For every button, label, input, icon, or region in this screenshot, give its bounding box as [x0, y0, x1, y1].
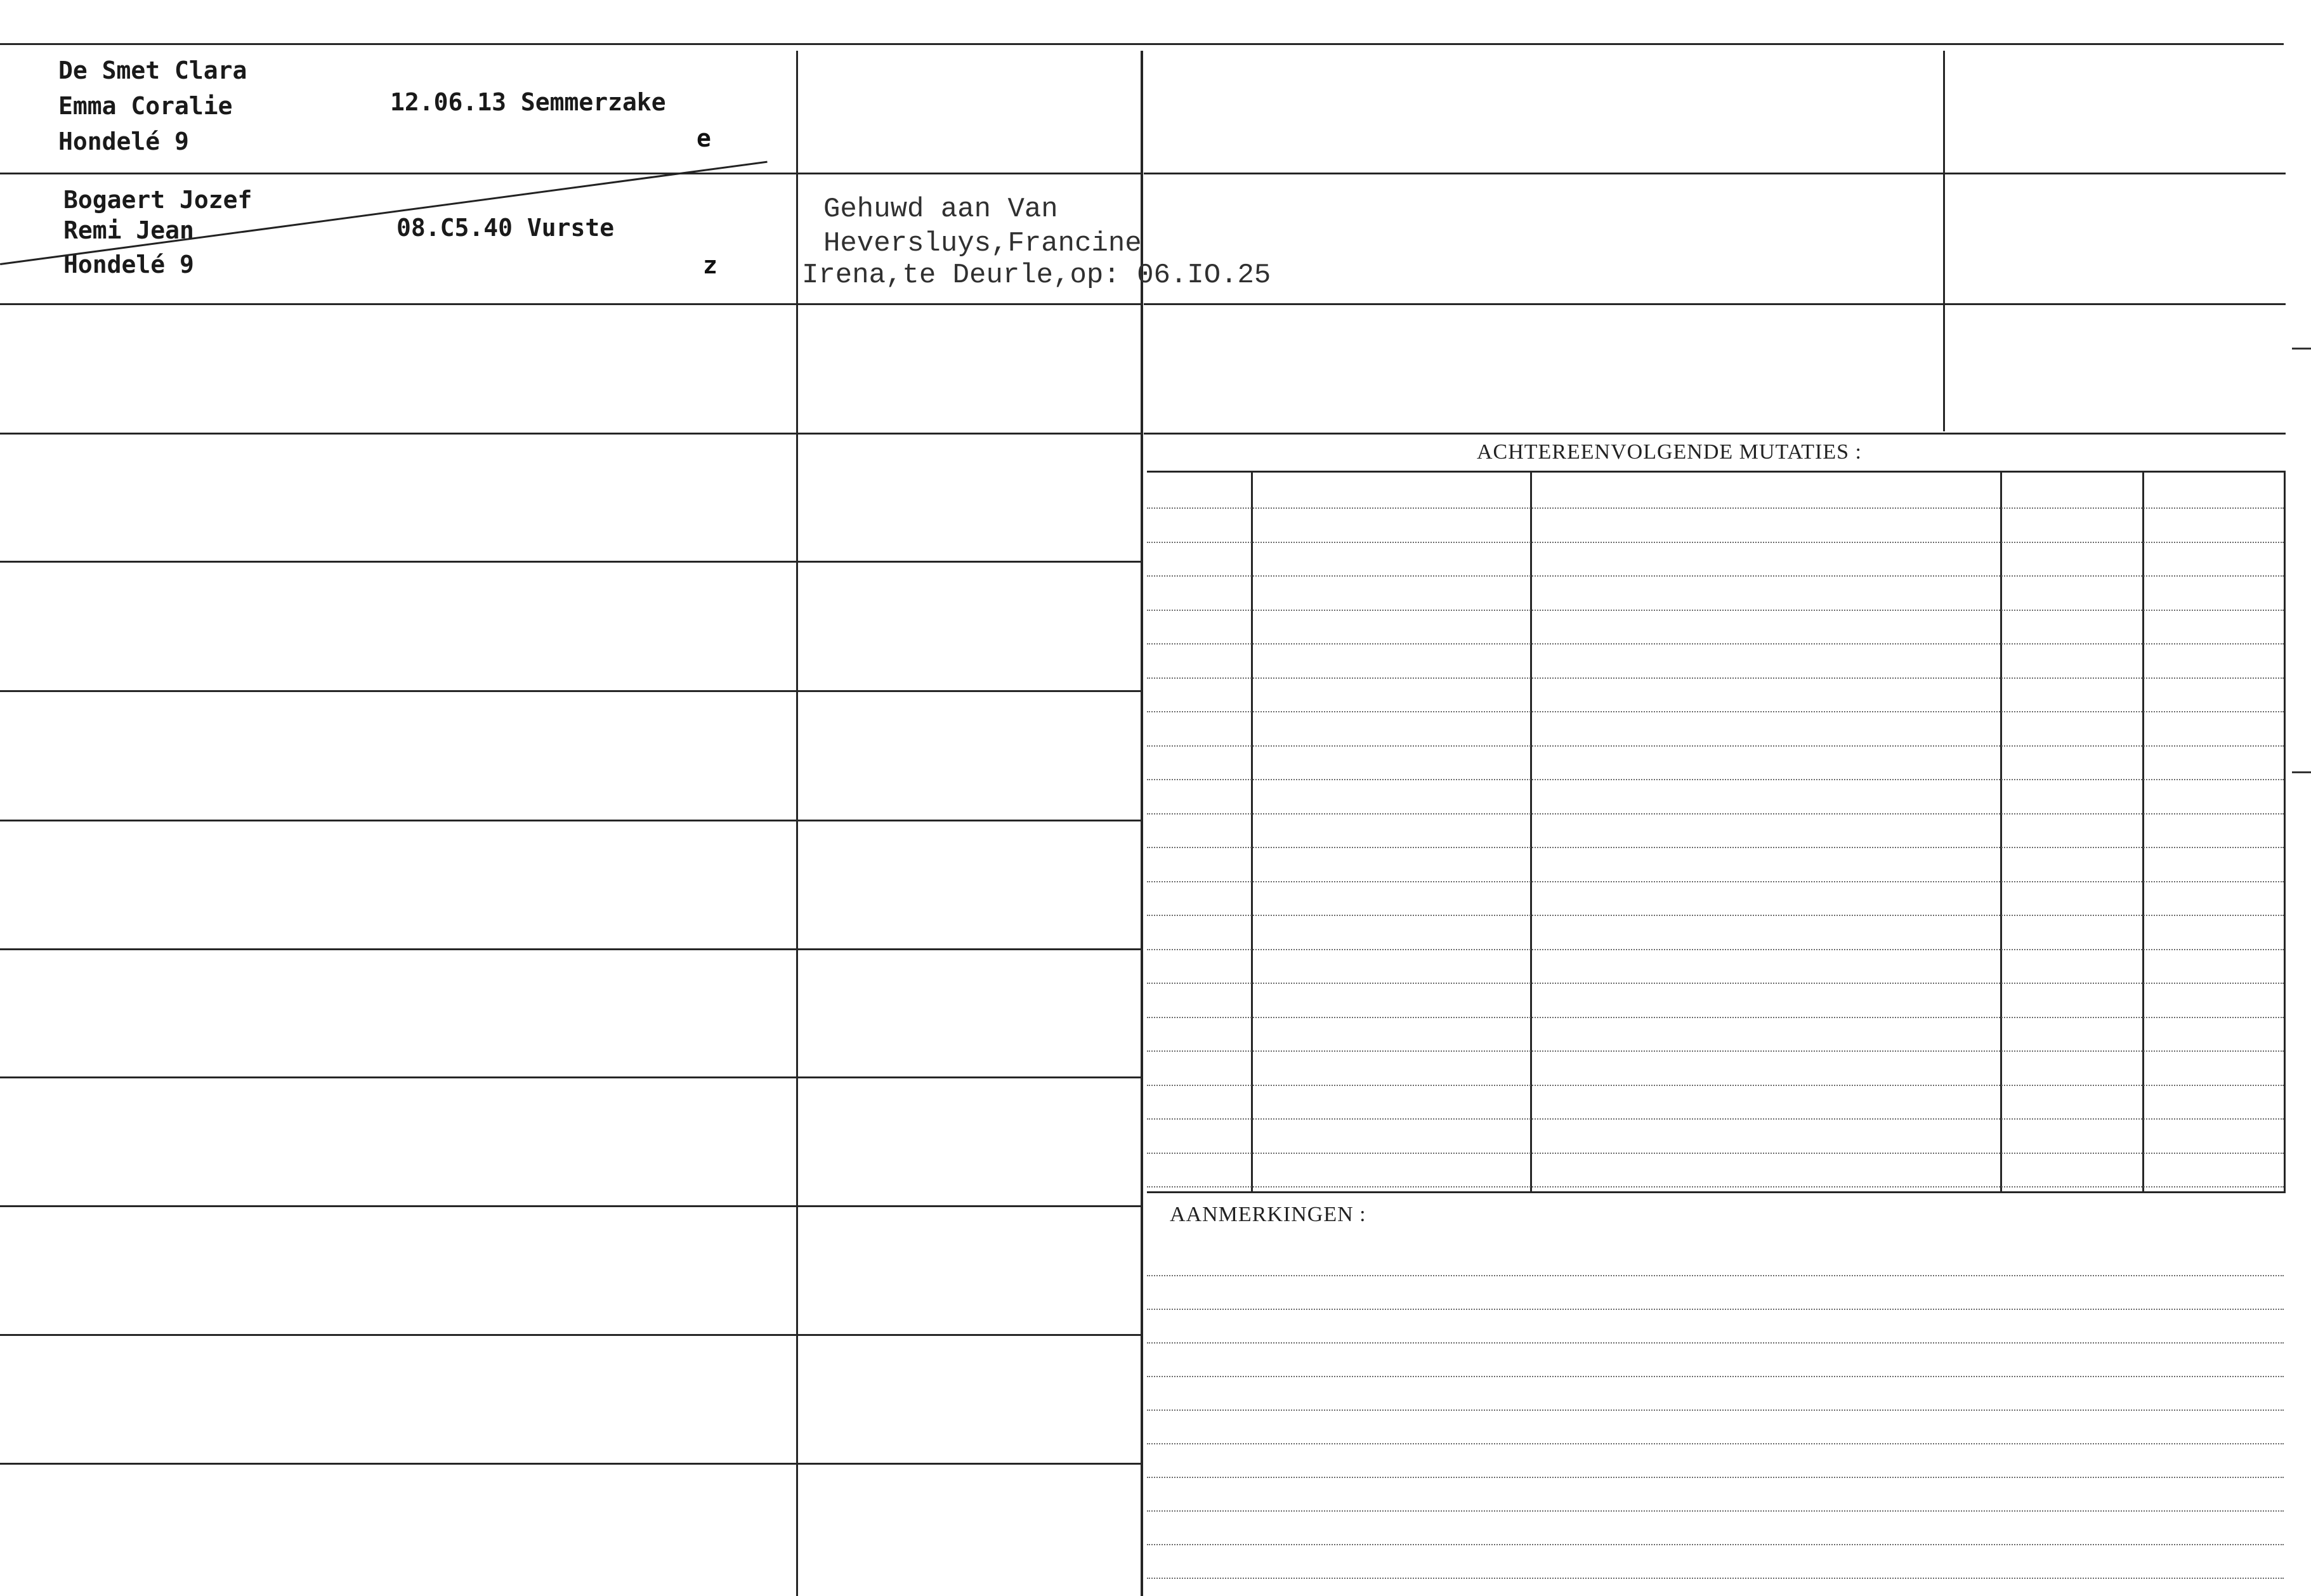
- row-line: [798, 948, 1141, 950]
- row-line: [798, 561, 1141, 563]
- marriage-note-line: Irena,te Deurle,op: 06.IO.25: [802, 259, 1271, 291]
- entry-name-line: Remi Jean: [63, 216, 194, 244]
- row-line: [0, 303, 796, 305]
- ruled-line: [1147, 1342, 2284, 1344]
- row-line: [798, 820, 1141, 821]
- entry-birth-date-place: 08.C5.40 Vurste: [396, 214, 615, 242]
- ruled-line: [1147, 1443, 2284, 1444]
- ruled-line: [1147, 1309, 2284, 1310]
- entry-address: Hondelé 9: [63, 251, 194, 278]
- ruled-line: [1147, 1153, 2284, 1154]
- column-divider-1: [796, 51, 798, 1596]
- row-line: [798, 303, 1141, 305]
- entry-name-line: De Smet Clara: [58, 56, 247, 84]
- ruled-line: [1147, 1544, 2284, 1545]
- row-line: [798, 1076, 1141, 1078]
- right-row-line-2: [1144, 303, 2286, 305]
- ruled-line: [1147, 779, 2284, 780]
- row-line: [0, 433, 796, 435]
- row-line: [0, 561, 796, 563]
- ruled-line: [1147, 1050, 2284, 1052]
- entry-letter: e: [697, 124, 711, 152]
- row-line: [798, 173, 1141, 174]
- ruled-line: [1147, 1118, 2284, 1120]
- right-row-line-1: [1144, 173, 2286, 174]
- row-line: [0, 1076, 796, 1078]
- ruled-line: [1147, 881, 2284, 882]
- marriage-note-line: Gehuwd aan Van: [823, 193, 1058, 225]
- column-divider-3: [1943, 51, 1945, 431]
- entry-address: Hondelé 9: [58, 128, 189, 155]
- row-line: [0, 1463, 796, 1465]
- ruled-line: [1147, 745, 2284, 747]
- ruled-line: [1147, 507, 2284, 509]
- ruled-line: [1147, 847, 2284, 848]
- row-line: [0, 820, 796, 821]
- ruled-line: [1147, 542, 2284, 543]
- ruled-line: [1147, 1186, 2284, 1187]
- top-border: [0, 43, 2284, 45]
- ruled-line: [1147, 610, 2284, 611]
- row-line: [798, 1205, 1141, 1207]
- ruled-line: [1147, 1477, 2284, 1478]
- row-line: [798, 1334, 1141, 1336]
- right-row-line-3: [1144, 433, 2286, 435]
- ruled-line: [1147, 1376, 2284, 1377]
- ruled-line: [1147, 1510, 2284, 1512]
- entry-letter: z: [703, 251, 717, 279]
- ruled-line: [1147, 575, 2284, 577]
- entry-name-line: Bogaert Jozef: [63, 186, 252, 214]
- ruled-line: [1147, 1275, 2284, 1276]
- ruled-line: [1147, 813, 2284, 814]
- ruled-line: [1147, 1410, 2284, 1411]
- remarks-title: AANMERKINGEN :: [1170, 1203, 1366, 1226]
- ruled-line: [1147, 643, 2284, 644]
- row-line: [798, 690, 1141, 692]
- row-line: [0, 1205, 796, 1207]
- row-line: [798, 1463, 1141, 1465]
- margin-tick: [2292, 771, 2311, 773]
- row-line: [0, 948, 796, 950]
- ruled-line: [1147, 677, 2284, 679]
- ruled-line: [1147, 1578, 2284, 1579]
- ruled-line: [1147, 1085, 2284, 1086]
- ruled-line: [1147, 915, 2284, 916]
- margin-tick: [2292, 348, 2311, 350]
- ruled-line: [1147, 711, 2284, 712]
- mutations-top-border: [1147, 471, 2286, 473]
- entry-name-line: Emma Coralie: [58, 92, 233, 120]
- row-line: [0, 690, 796, 692]
- ruled-line: [1147, 983, 2284, 984]
- mutations-title: ACHTEREENVOLGENDE MUTATIES :: [1477, 440, 1862, 464]
- mutations-col-divider: [2284, 471, 2286, 1193]
- entry-birth-date-place: 12.06.13 Semmerzake: [390, 88, 666, 116]
- row-line: [0, 1334, 796, 1336]
- ruled-line: [1147, 949, 2284, 950]
- row-line: [798, 433, 1141, 435]
- ruled-line: [1147, 1017, 2284, 1018]
- marriage-note-line: Heversluys,Francine: [823, 228, 1142, 259]
- mutations-bottom-border: [1147, 1191, 2286, 1193]
